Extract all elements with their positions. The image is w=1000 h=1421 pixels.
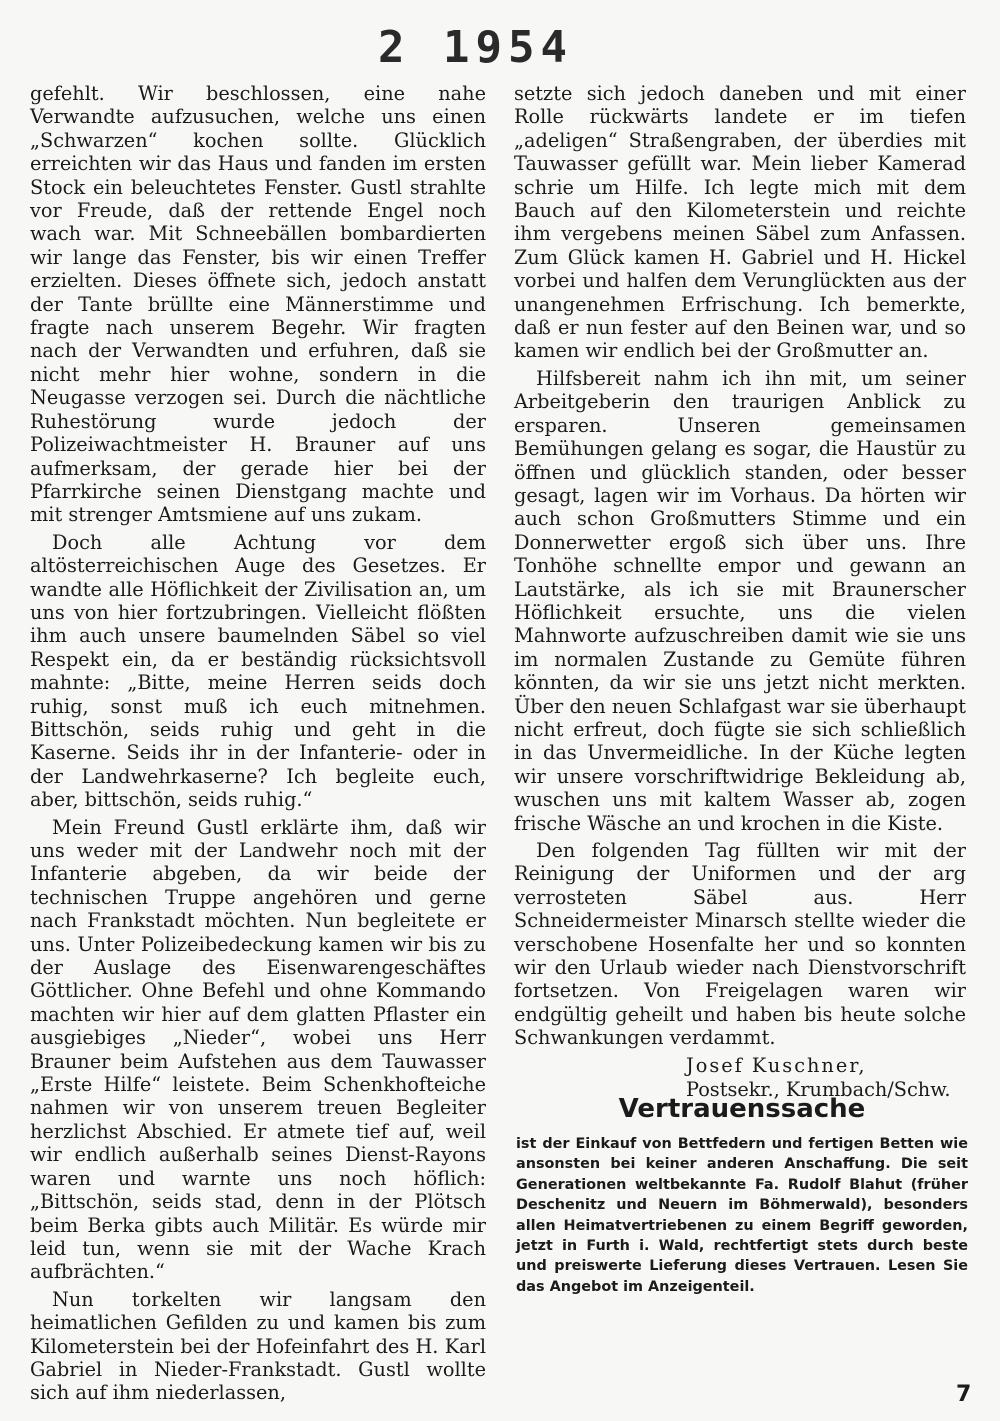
advertisement-title: Vertrauenssache [618,1094,866,1124]
left-text-column [30,82,486,1409]
advertisement-box [516,1092,968,1297]
paragraph: gefehlt. Wir beschlossen, eine nahe Verwandte aufzusuchen, welche uns einen „Schwarzen“ kochen sollte. Glücklich erreichten wir das Haus und fanden im ersten Stock ein beleuchtetes Fenster. Gustl strahlte vor Freude, daß der rettende Engel noch wach war. Mit Schneebällen bombardierten wir lange das Fenster, bis wir einen Treffer erzielten. Dieses öffnete sich, jedoch anstatt der Tante brüllte eine Männerstimme und fragte nach unserem Begehr. Wir fragten nach der Verwandten und erfuhren, daß sie nicht mehr hier wohne, sondern in die Neugasse verzogen sei. Durch die nächtliche Ruhestörung wurde jedoch der Polizeiwachtmeister H. Brauner auf uns aufmerksam, der gerade hier bei der Pfarrkirche seinen Dienstgang machte und mit strenger Amtsmiene auf uns zukam. [30,82,486,527]
advertisement-body: ist der Einkauf von Bettfedern und fertigen Betten wie ansonsten bei keiner anderen Anschaffung. Die seit Generationen weltbekannte Fa. Rudolf Blahut (früher Deschenitz und Neuern im Böhmerwald), besonders allen Heimatvertriebenen zu einem Begriff geworden, jetzt in Furth i. Wald, rechtfertigt stets durch beste und preiswerte Lieferung dieses Vertrauen. Lesen Sie das Angebot im Anzeigenteil. [516,1136,968,1295]
paragraph: Doch alle Achtung vor dem altösterreichischen Auge des Gesetzes. Er wandte alle Höflichkeit der Zivilisation an, um uns von hier fortzubringen. Vielleicht flößten ihm auch unsere baumelnden Säbel so viel Respekt ein, da er beständig rücksichtsvoll mahnte: „Bitte, meine Herren seids doch ruhig, sonst muß ich euch mitnehmen. Bittschön, seids ruhig und geht in die Kaserne. Seids ihr in der Infanterie- oder in der Landwehrkaserne? Ich begleite euch, aber, bittschön, seids ruhig.“ [30,530,486,812]
right-text-column [514,82,966,1102]
paragraph: setzte sich jedoch daneben und mit einer Rolle rückwärts landete er im tiefen „adeligen“ Straßengraben, der überdies mit Tauwasser gefüllt war. Mein lieber Kamerad schrie um Hilfe. Ich legte mich mit dem Bauch auf den Kilometerstein und reichte ihm vergebens meinen Säbel zum Anfassen. Zum Glück kamen H. Gabriel und H. Hickel vorbei und halfen dem Verunglückten aus der unangenehmen Erfrischung. Ich bemerkte, daß er nun fester auf den Beinen war, und so kamen wir endlich bei der Großmutter an. [514,82,966,363]
handwritten-issue-mark: 2 1954 [378,22,573,73]
paragraph: Den folgenden Tag füllten wir mit der Reinigung der Uniformen und der arg verrosteten Säbel aus. Herr Schneidermeister Minarsch stellte wieder die verschobene Hosenfalte her und so konnten wir den Urlaub wieder nach Dienstvorschrift fortsetzen. Von Freigelagen waren wir endgültig geheilt und haben bis heute solche Schwankungen verdammt. [514,839,966,1050]
page-number: 7 [956,1382,972,1407]
paragraph: Mein Freund Gustl erklärte ihm, daß wir uns weder mit der Landwehr noch mit der Infanterie abgeben, da wir beide der technischen Truppe angehören und gerne nach Frankstadt möchten. Nun begleitete er uns. Unter Polizeibedeckung kamen wir bis zu der Auslage des Eisenwarengeschäftes Göttlicher. Ohne Befehl und ohne Kommando machten wir hier auf dem glatten Pflaster ein ausgiebiges „Nieder“, wobei uns Herr Brauner beim Aufstehen aus dem Tauwasser „Erste Hilfe“ leistete. Beim Schenkhofteiche nahmen wir von unserem treuen Begleiter herzlichst Abschied. Er atmete tief auf, weil wir endlich außerhalb seines Dienst-Rayons waren und warnte uns noch höflich: „Bittschön, seids stad, denn in der Plötsch beim Berka gibts auch Militär. Es würde mir leid tun, wenn sie mit der Wache Krach aufbrächten.“ [30,815,486,1284]
paragraph: Hilfsbereit nahm ich ihn mit, um seiner Arbeitgeberin den traurigen Anblick zu ersparen. Unseren gemeinsamen Bemühungen gelang es sogar, die Haustür zu öffnen und glücklich standen, oder besser gesagt, lagen wir im Vorhaus. Da hörten wir auch schon Großmutters Stimme und ein Donnerwetter ergoß sich über uns. Ihre Tonhöhe schnellte empor und gewann an Lautstärke, als ich sie mit Braunerscher Höflichkeit ersuchte, uns die vielen Mahnworte aufzuschreiben damit wie sie uns im normalen Zustande zu Gemüte führen könnten, da wir sie uns jetzt nicht merkten. Über den neuen Schlafgast war sie überhaupt nicht erfreut, doch fügte sie sich schließlich in das Unvermeidliche. In der Küche legten wir unsere vorschriftwidrige Bekleidung ab, wuschen uns mit kaltem Wasser ab, zogen frische Wäsche an und krochen in die Kiste. [514,366,966,835]
paragraph: Nun torkelten wir langsam den heimatlichen Gefilden zu und kamen bis zum Kilometerstein bei der Hofeinfahrt des H. Karl Gabriel in Nieder-Frankstadt. Gustl wollte sich auf ihm niederlassen, [30,1287,486,1405]
author-location: Postsekr., Krumbach/Schw. [686,1077,951,1101]
author-name: Josef Kuschner, [686,1053,867,1077]
